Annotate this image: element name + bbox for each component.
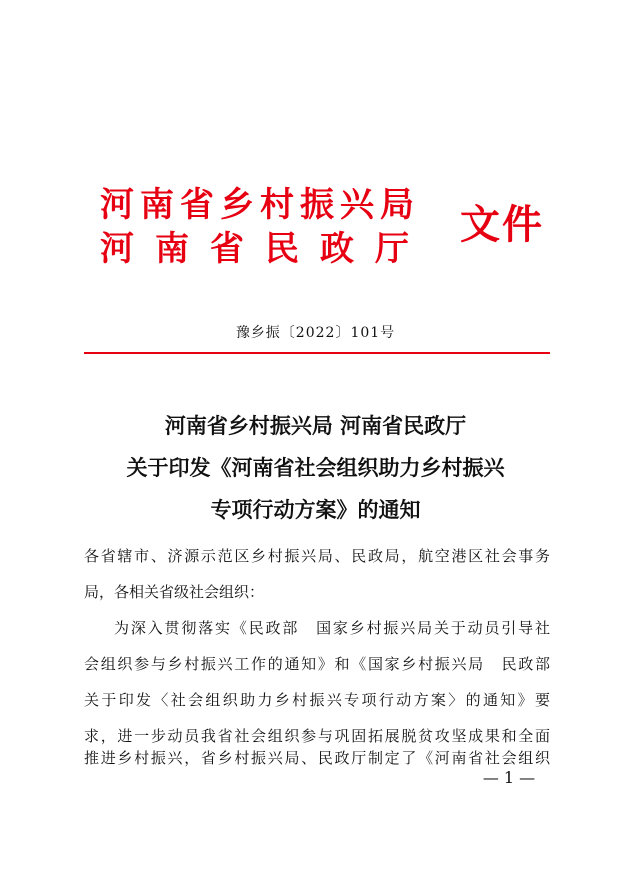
title-line-2: 关于印发《河南省社会组织助力乡村振兴	[126, 455, 505, 480]
title-line-1: 河南省乡村振兴局 河南省民政厅	[164, 413, 467, 438]
red-divider	[84, 352, 550, 354]
body-line: 关于印发〈社会组织助力乡村振兴专项行动方案〉的通知》要	[84, 691, 550, 709]
body-line: 求，进一步动员我省社会组织参与巩固拓展脱贫攻坚成果和全面	[84, 727, 550, 745]
page-number: — 1 —	[482, 768, 536, 787]
body-line: 推进乡村振兴，省乡村振兴局、民政厅制定了《河南省社会组织	[84, 749, 550, 767]
addressee-line: 各省辖市、济源示范区乡村振兴局、民政局，航空港区社会事务	[84, 547, 550, 565]
title-line-3: 专项行动方案》的通知	[210, 497, 421, 522]
document-number: 豫乡振〔2022〕101号	[235, 325, 396, 341]
issuer-line-1: 河南省乡村振兴局	[100, 185, 420, 225]
body-line: 会组织参与乡村振兴工作的通知》和《国家乡村振兴局 民政部	[84, 655, 550, 673]
doc-type-label: 文件	[460, 201, 544, 248]
red-header	[100, 185, 544, 275]
body-line: 为深入贯彻落实《民政部 国家乡村振兴局关于动员引导社	[114, 619, 550, 637]
addressee-line: 局，各相关省级社会组织：	[84, 583, 265, 601]
issuer-line-2: 河南省民政厅	[100, 229, 430, 269]
